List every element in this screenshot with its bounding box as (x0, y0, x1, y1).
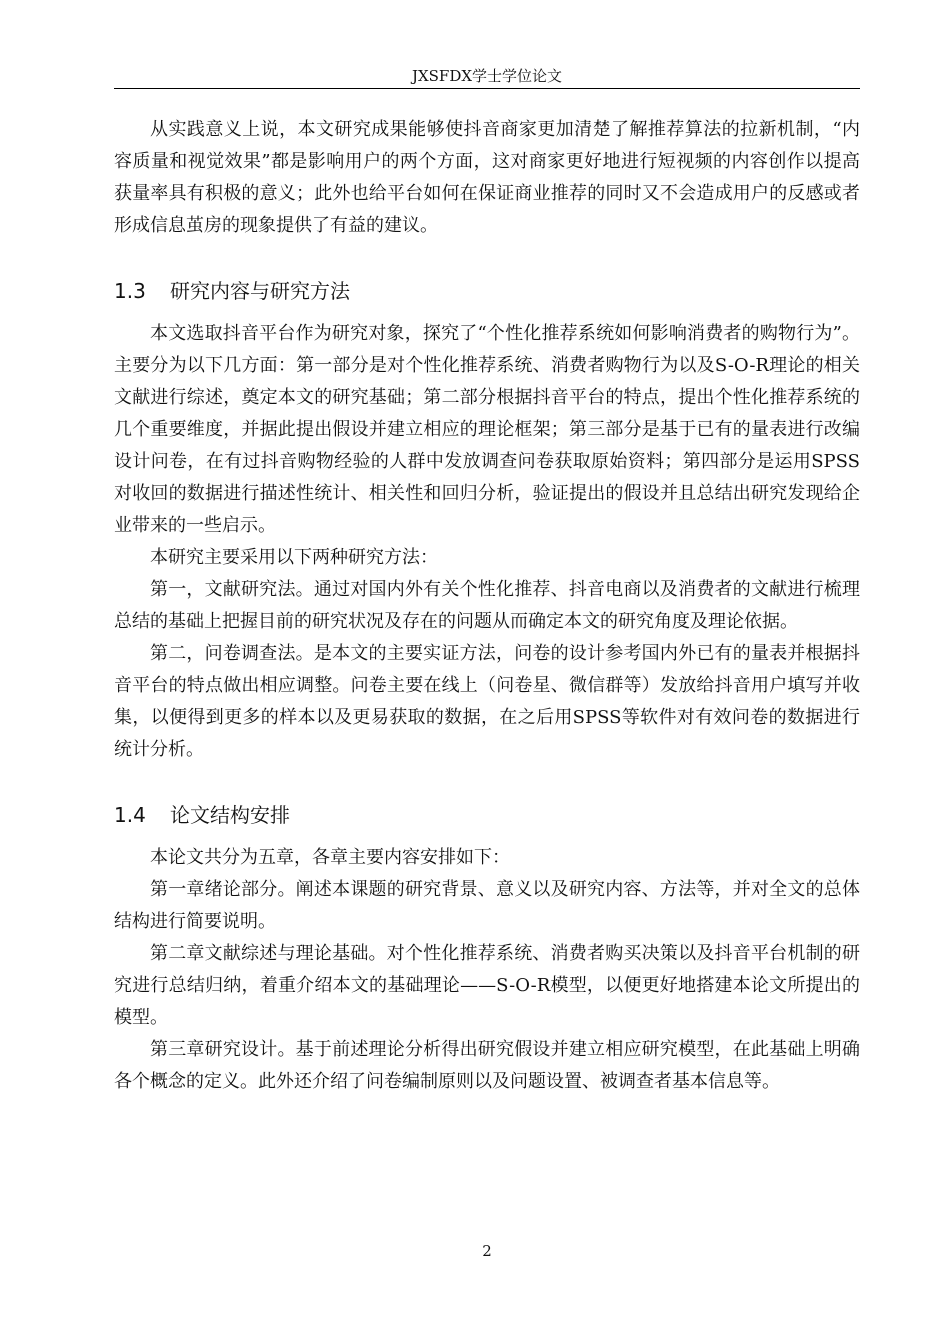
paragraph: 本研究主要采用以下两种研究方法： (150, 547, 438, 568)
page-body (114, 114, 860, 1098)
section-number: 1.4 (114, 803, 146, 827)
paragraph: 第三章研究设计。基于前述理论分析得出研究假设并建立相应研究模型，在此基础上明确各个概念的定义。此外还介绍了问卷编制原则以及问题设置、被调查者基本信息等。 (114, 1039, 860, 1092)
section-heading-1-3 (114, 276, 860, 306)
paragraph: 第二章文献综述与理论基础。对个性化推荐系统、消费者购买决策以及抖音平台机制的研究进行总结归纳，着重介绍本文的基础理论——S-O-R模型，以便更好地搭建本论文所提出的模型。 (114, 943, 860, 1028)
paragraph: 第一章绪论部分。阐述本课题的研究背景、意义以及研究内容、方法等，并对全文的总体结构进行简要说明。 (114, 879, 860, 932)
section-number: 1.3 (114, 279, 146, 303)
paragraph: 第二，问卷调查法。是本文的主要实证方法，问卷的设计参考国内外已有的量表并根据抖音平台的特点做出相应调整。问卷主要在线上（问卷星、微信群等）发放给抖音用户填写并收集，以便得到更多的样本以及更易获取的数据，在之后用SPSS等软件对有效问卷的数据进行统计分析。 (114, 643, 860, 760)
section-heading-1-4 (114, 800, 860, 830)
intro-paragraph: 从实践意义上说，本文研究成果能够使抖音商家更加清楚了解推荐算法的拉新机制，“内容质量和视觉效果”都是影响用户的两个方面，这对商家更好地进行短视频的内容创作以提高获量率具有积极的意义；此外也给平台如何在保证商业推荐的同时又不会造成用户的反感或者形成信息茧房的现象提供了有益的建议。 (114, 119, 860, 236)
paragraph: 本论文共分为五章，各章主要内容安排如下： (150, 847, 510, 868)
section-title: 研究内容与研究方法 (170, 279, 350, 303)
header-rule (114, 88, 860, 89)
paragraph: 第一，文献研究法。通过对国内外有关个性化推荐、抖音电商以及消费者的文献进行梳理总结的基础上把握目前的研究状况及存在的问题从而确定本文的研究角度及理论依据。 (114, 579, 860, 632)
section-title: 论文结构安排 (170, 803, 290, 827)
page-number: 2 (482, 1242, 492, 1260)
running-header: JXSFDX学士学位论文 (411, 67, 563, 85)
paragraph: 本文选取抖音平台作为研究对象，探究了“个性化推荐系统如何影响消费者的购物行为”。主要分为以下几方面：第一部分是对个性化推荐系统、消费者购物行为以及S-O-R理论的相关文献进行综述，奠定本文的研究基础；第二部分根据抖音平台的特点，提出个性化推荐系统的几个重要维度，并据此提出假设并建立相应的理论框架；第三部分是基于已有的量表进行改编设计问卷，在有过抖音购物经验的人群中发放调查问卷获取原始资料；第四部分是运用SPSS对收回的数据进行描述性统计、相关性和回归分析，验证提出的假设并且总结出研究发现给企业带来的一些启示。 (114, 323, 860, 536)
